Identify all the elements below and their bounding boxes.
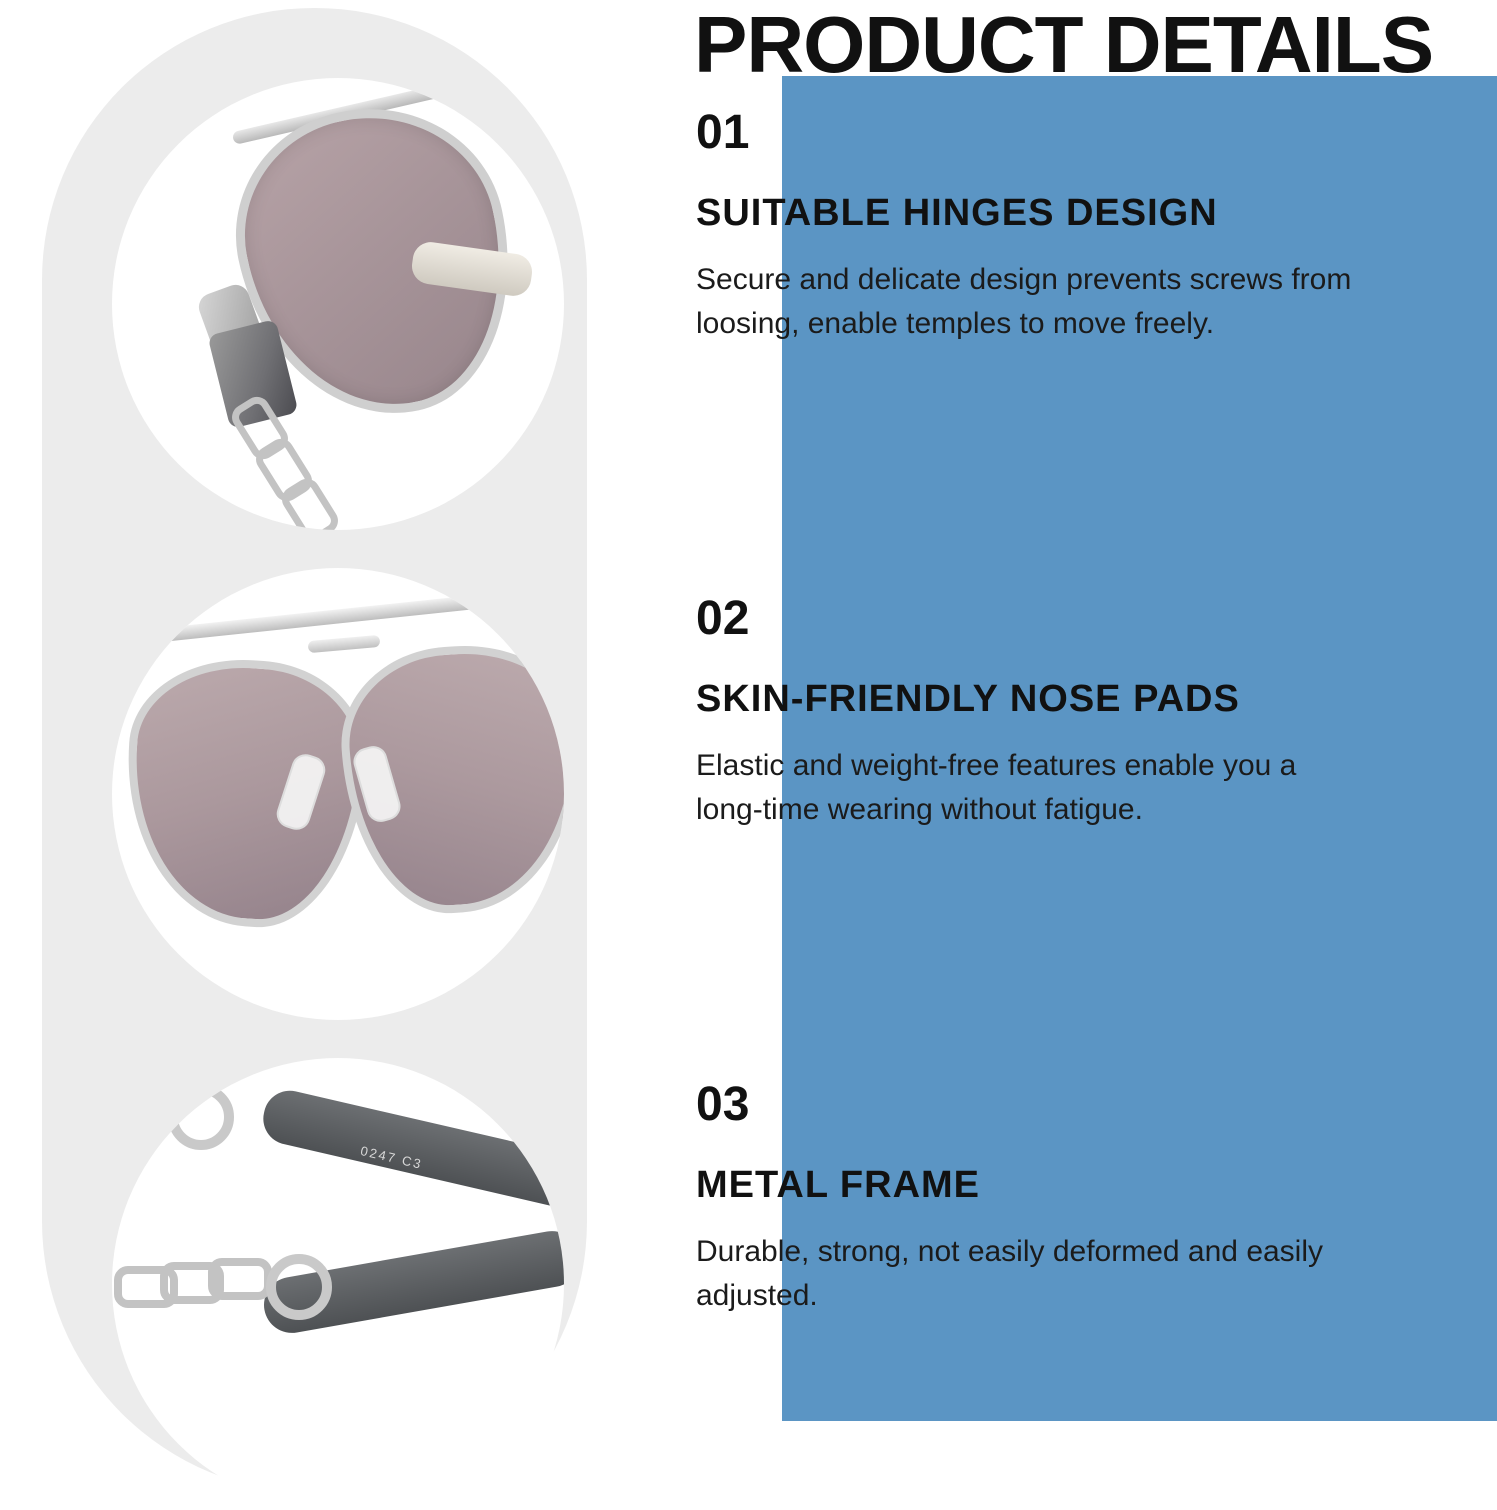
feature-number: 02 [696,592,750,645]
feature-heading: SUITABLE HINGES DESIGN [696,192,1218,234]
product-photo-metal-frame [112,1058,564,1510]
chain-ring-shape [266,1254,332,1320]
page-title: PRODUCT DETAILS [694,0,1434,89]
feature-description: Elastic and weight-free features enable you a long-time wearing without fatigue. [696,749,1297,826]
feature-number: 03 [696,1078,750,1131]
left-lens-shape [117,652,373,934]
product-image-column [0,0,672,1497]
feature-number: 01 [696,106,750,159]
chain-link-shape [208,1258,272,1300]
feature-block-01 [696,108,1396,346]
frame-marking-text: 0247 C3 [359,1143,425,1172]
chain-ring-shape [168,1084,234,1150]
details-column [672,0,1497,1497]
feature-block-03 [696,1080,1396,1318]
feature-block-02 [696,594,1396,832]
product-photo-nose-pads [112,568,564,1020]
feature-description: Durable, strong, not easily deformed and easily adjusted. [696,1235,1324,1312]
feature-description: Secure and delicate design prevents screws from loosing, enable temples to move freely. [696,263,1352,340]
frame-bridge-shape [308,635,381,653]
product-photo-hinge [112,78,564,530]
feature-heading: SKIN-FRIENDLY NOSE PADS [696,678,1240,720]
feature-heading: METAL FRAME [696,1164,981,1206]
